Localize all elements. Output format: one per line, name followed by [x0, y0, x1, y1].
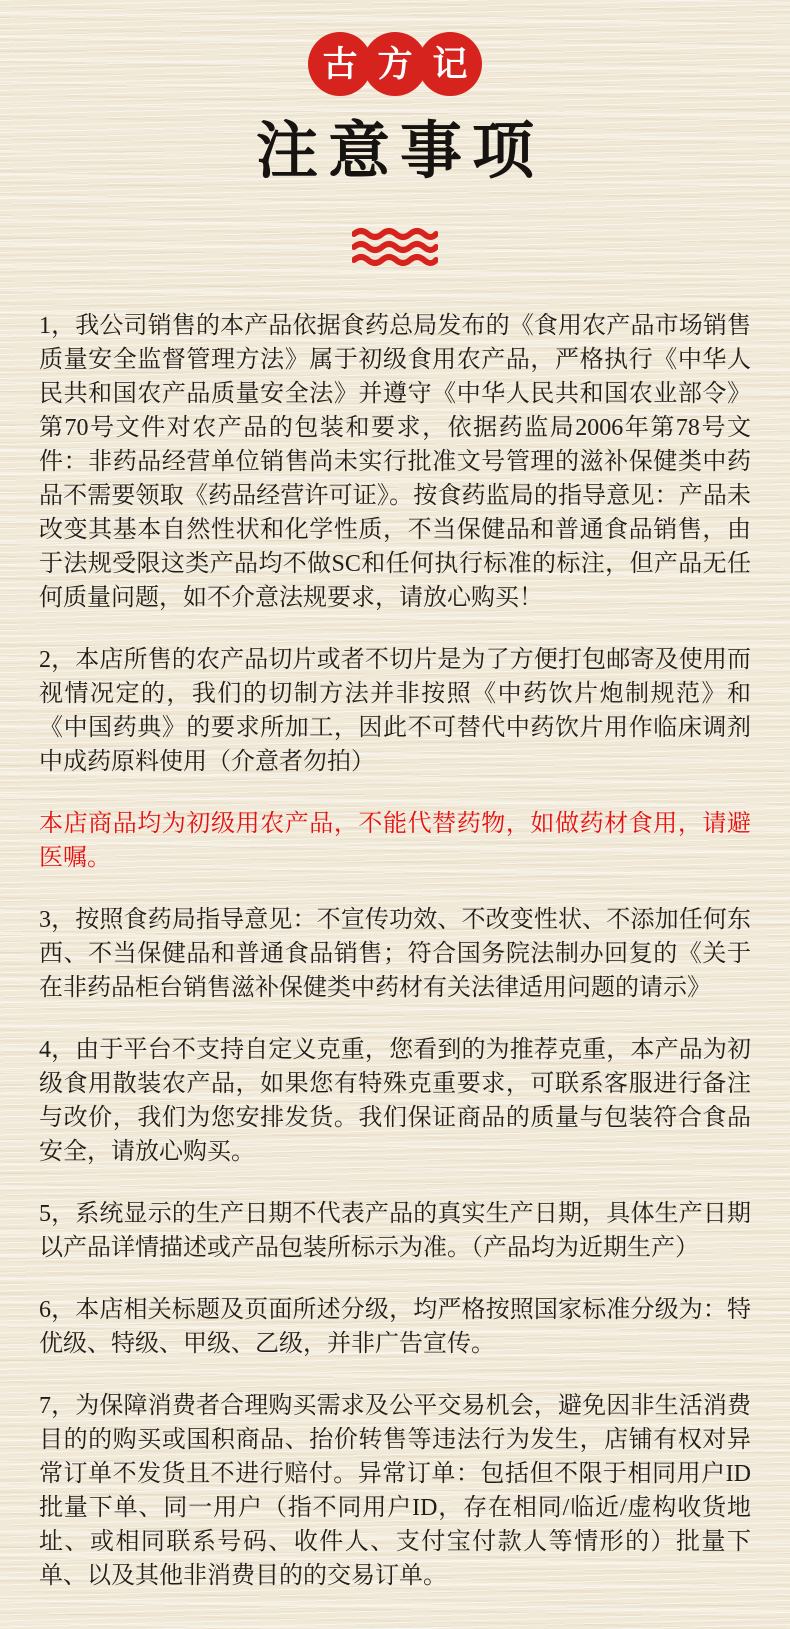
brand-circle [418, 32, 482, 96]
warning-paragraph: 本店商品均为初级用农产品，不能代替药物，如做药材食用，请避医嘱。 [39, 810, 751, 871]
notice-paragraph-5: 5，系统显示的生产日期不代表产品的真实生产日期，具体生产日期以产品详情描述或产品包装所标示为准。（产品均为近期生产） [39, 1200, 751, 1261]
wave-divider [0, 227, 790, 267]
triple-wave-icon [352, 227, 438, 267]
notice-paragraph-2: 2，本店所售的农产品切片或者不切片是为了方便打包邮寄及使用而视情况定的，我们的切制方法并非按照《中药饮片炮制规范》和《中国药典》的要求所加工，因此不可替代中药饮片用作临床调剂中成药原料使用（介意者勿拍） [39, 646, 751, 775]
notice-paragraph-1: 1，我公司销售的本产品依据食药总局发布的《食用农产品市场销售质量安全监督管理方法》属于初级食用农产品，严格执行《中华人民共和国农产品质量安全法》并遵守《中华人民共和国农业部令》第70号文件对农产品的包装和要求，依据药监局2006年第78号文件：非药品经营单位销售尚未实行批准文号管理的滋补保健类中药品不需要领取《药品经营许可证》。按食药监局的指导意见：产品未改变其基本自然性状和化学性质，不当保健品和普通食品销售，由于法规受限这类产品均不做SC和任何执行标准的标注，但产品无任何质量问题，如不介意法规要求，请放心购买！ [39, 312, 751, 611]
page-title: 注意事项 [255, 118, 544, 186]
notice-paragraph-6: 6，本店相关标题及页面所述分级，均严格按照国家标准分级为：特优级、特级、甲级、乙级，并非广告宣传。 [39, 1296, 751, 1357]
brand-character: 记 [432, 44, 468, 84]
brand-badge [0, 32, 790, 96]
brand-character: 古 [322, 44, 358, 84]
notice-paragraph-7: 7，为保障消费者合理购买需求及公平交易机会，避免因非生活消费目的的购买或国积商品、抬价转售等违法行为发生，店铺有权对异常订单不发货且不进行赔付。异常订单：包括但不限于相同用户ID批量下单、同一用户（指不同用户ID，存在相同/临近/虚构收货地址、或相同联系号码、收件人、支付宝付款人等情形的）批量下单、以及其他非消费目的的交易订单。 [39, 1392, 751, 1589]
brand-character: 方 [377, 44, 413, 84]
notice-paragraph-4: 4，由于平台不支持自定义克重，您看到的为推荐克重，本产品为初级食用散装农产品，如果您有特殊克重要求，可联系客服进行备注与改价，我们为您安排发货。我们保证商品的质量与包装符合食品安全，请放心购买。 [39, 1036, 751, 1165]
notice-content [0, 309, 790, 1593]
notice-paragraph-3: 3，按照食药局指导意见：不宣传功效、不改变性状、不添加任何东西、不当保健品和普通食品销售；符合国务院法制办回复的《关于在非药品柜台销售滋补保健类中药材有关法律适用问题的请示》 [39, 906, 751, 1001]
